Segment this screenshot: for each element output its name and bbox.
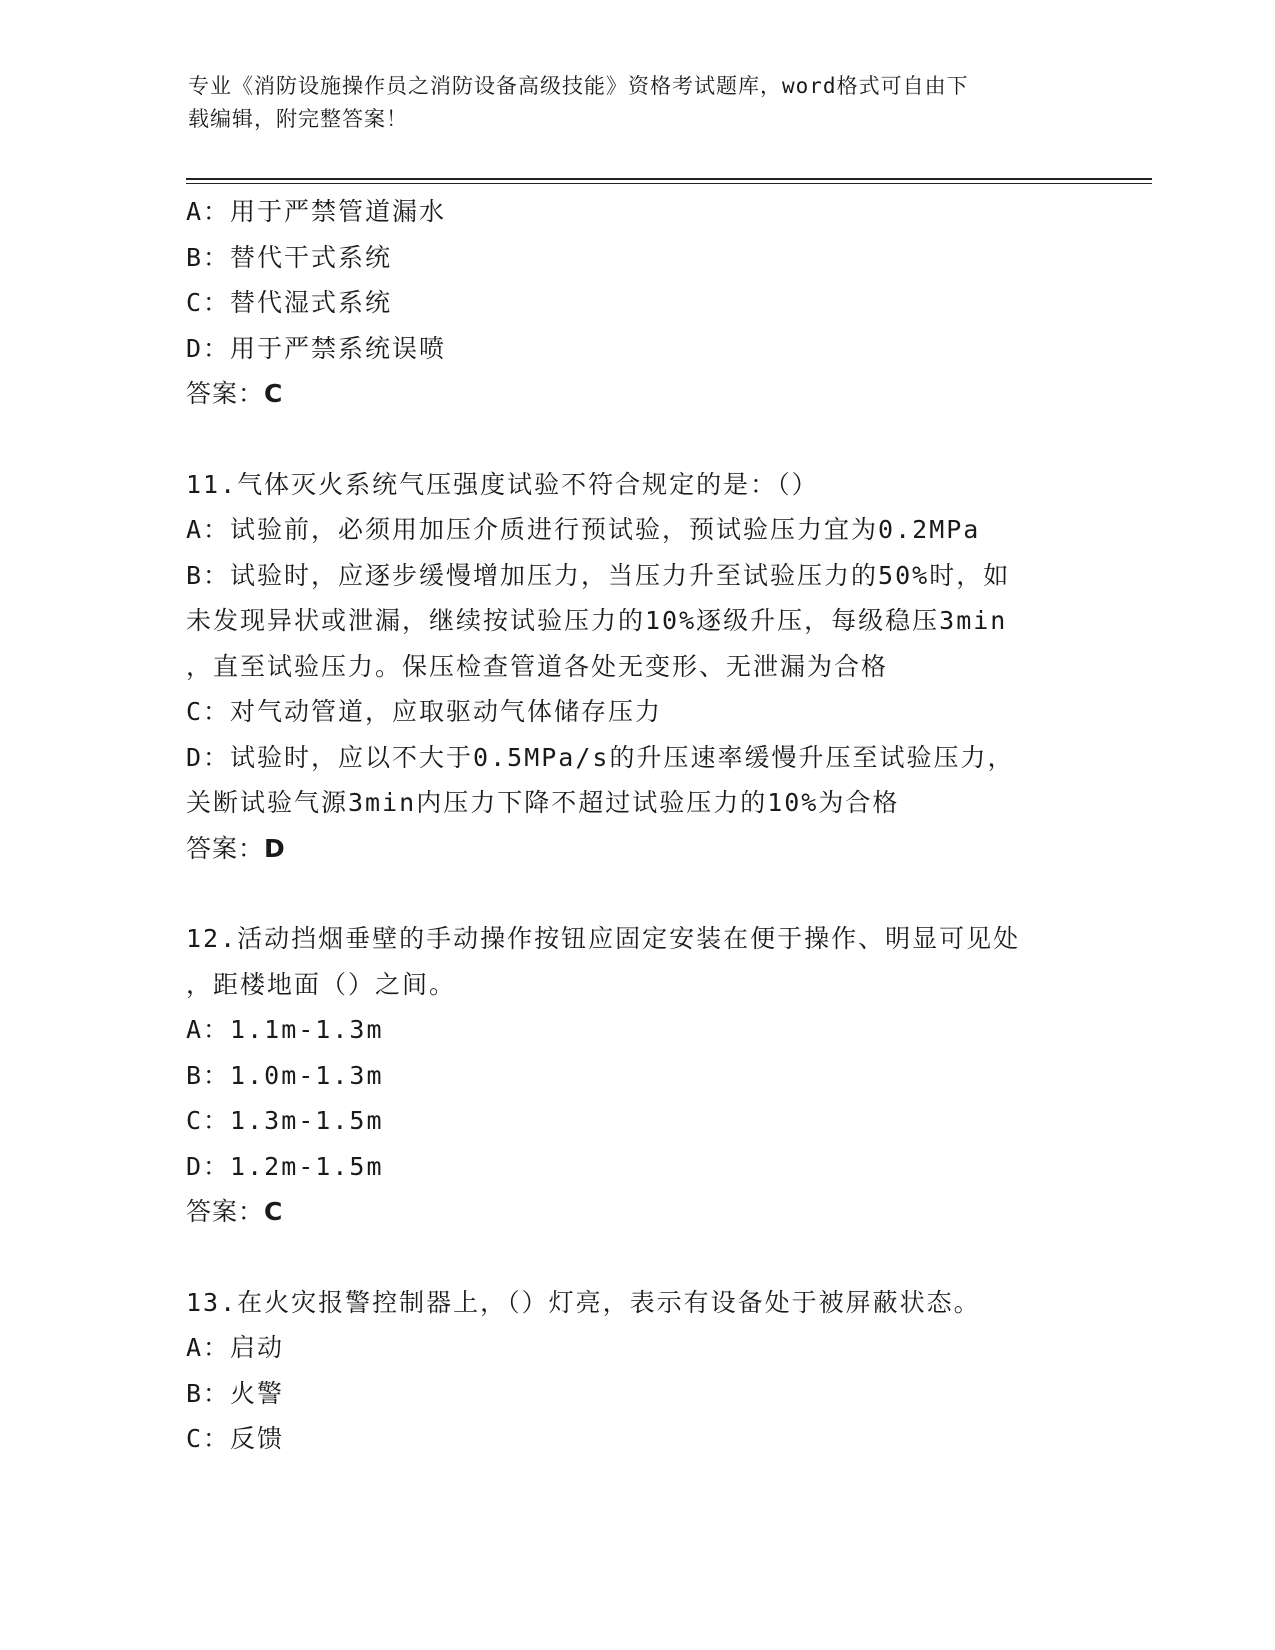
option-c: C：反馈 xyxy=(186,1424,285,1453)
answer-line xyxy=(186,1189,1086,1235)
question-block-12 xyxy=(186,916,1086,1235)
document-header xyxy=(188,70,1068,136)
question-stem: 13.在火灾报警控制器上，（）灯亮，表示有设备处于被屏蔽状态。 xyxy=(186,1287,981,1317)
question-stem-line-2: ，距楼地面（）之间。 xyxy=(186,969,457,999)
option-b: B：1.0m-1.3m xyxy=(186,1060,384,1090)
answer-label: 答案： xyxy=(186,1197,265,1226)
option-c: C：对气动管道，应取驱动气体储存压力 xyxy=(186,697,663,726)
question-stem-line-1: 12.活动挡烟垂壁的手动操作按钮应固定安装在便于操作、明显可见处 xyxy=(186,924,1021,953)
option-d-line-1: D：试验时，应以不大于0.5MPa/s的升压速率缓慢升压至试验压力， xyxy=(186,742,1015,772)
option-b: B：火警 xyxy=(186,1378,285,1408)
option-b-line-1: B：试验时，应逐步缓慢增加压力，当压力升至试验压力的50%时，如 xyxy=(186,560,1011,590)
option-b-line-3: ，直至试验压力。保压检查管道各处无变形、无泄漏为合格 xyxy=(186,651,889,681)
option-b-line-2: 未发现异状或泄漏，继续按试验压力的10%逐级升压，每级稳压3min xyxy=(186,606,1008,635)
option-a: A：试验前，必须用加压介质进行预试验，预试验压力宜为0.2MPa xyxy=(186,515,981,544)
option-b: B：替代干式系统 xyxy=(186,242,393,272)
option-a: A：用于严禁管道漏水 xyxy=(186,197,447,226)
header-line-1: 专业《消防设施操作员之消防设备高级技能》资格考试题库，word格式可自由下 xyxy=(188,74,969,98)
answer-value: D xyxy=(264,833,286,863)
question-block-13 xyxy=(186,1280,1086,1462)
answer-value: C xyxy=(264,379,284,408)
header-divider-thick xyxy=(186,178,1152,180)
option-d-line-2: 关断试验气源3min内压力下降不超过试验压力的10%为合格 xyxy=(186,788,900,817)
header-divider-thin xyxy=(186,183,1152,184)
question-block-11 xyxy=(186,462,1086,872)
option-d: D：1.2m-1.5m xyxy=(186,1151,384,1181)
option-c: C：1.3m-1.5m xyxy=(186,1106,384,1135)
option-c: C：替代湿式系统 xyxy=(186,288,393,317)
option-a: A：启动 xyxy=(186,1333,285,1362)
answer-line xyxy=(186,371,1086,417)
option-d: D：用于严禁系统误喷 xyxy=(186,333,447,363)
answer-label: 答案： xyxy=(186,833,265,863)
header-line-2: 载编辑，附完整答案！ xyxy=(188,107,408,131)
answer-line xyxy=(186,826,1086,872)
question-stem: 11.气体灭火系统气压强度试验不符合规定的是：（） xyxy=(186,469,819,499)
answer-label: 答案： xyxy=(186,379,265,408)
question-block-prev xyxy=(186,189,1086,417)
answer-value: C xyxy=(264,1197,284,1226)
option-a: A：1.1m-1.3m xyxy=(186,1015,384,1044)
question-list xyxy=(186,189,1086,1462)
